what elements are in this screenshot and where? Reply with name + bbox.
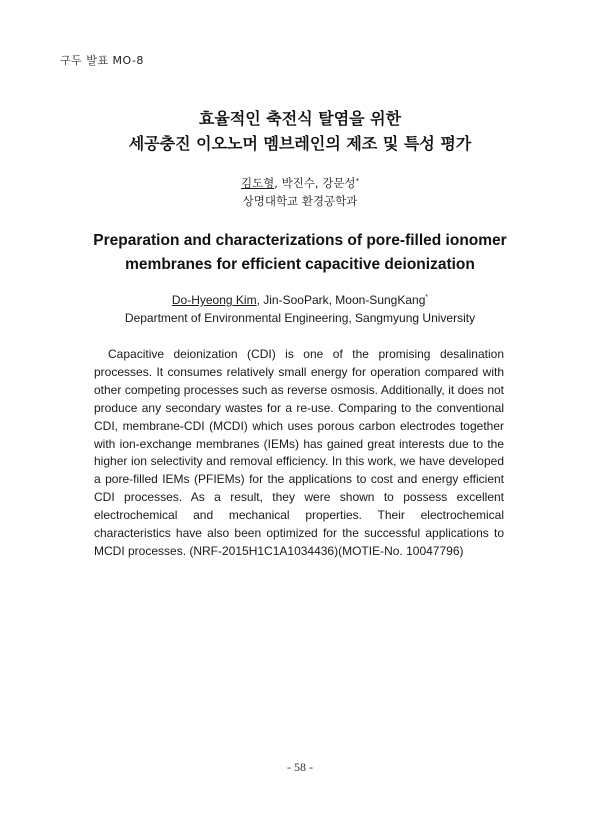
abstract-body: Capacitive deionization (CDI) is one of the promising desalination processes. It consumes relatively small energy for operation compared with other competing processes such as reverse osmosis. Additionally, it does not produce any secondary wastes for a re-use. Comparing to the conventional CDI, membrane-CDI (MCDI) which uses porous carbon electrodes together with ion-exchange membranes (IEMs) has gained great interests due to the higher ion selectivity and removal efficiency. In this work, we have developed a pore-filled IEMs (PFIEMs) for the applications to cost and energy efficient CDI processes. As a result, they were shown to possess excellent electrochemical and mechanical properties. Their electrochemical characteristics have also been optimized for the successful applications to MCDI processes. (NRF-2015H1C1A1034436)(MOTIE-No. 10047796) (94, 347, 504, 558)
english-authors (0, 291, 600, 309)
author-separator: , (256, 293, 264, 307)
page-number: - 58 - (287, 760, 313, 774)
korean-affiliation: 상명대학교 환경공학과 (242, 194, 358, 208)
english-affiliation: Department of Environmental Engineering, Sangmyung University (124, 311, 476, 325)
author-separator: , (274, 176, 282, 190)
english-corresponding-author: Moon-SungKang (335, 293, 426, 307)
author-separator: , (314, 176, 323, 190)
english-title (0, 229, 600, 277)
english-author-block (0, 291, 600, 327)
korean-corresponding-author: 강문성 (322, 176, 356, 190)
author-separator: , (328, 293, 336, 307)
english-title-line2: membranes for efficient capacitive deionization (125, 256, 475, 273)
korean-title-line2: 세공충진 이오노머 멤브레인의 제조 및 특성 평가 (128, 134, 472, 153)
korean-title-line1: 효율적인 축전식 탈염을 위한 (198, 109, 402, 128)
korean-presenting-author: 김도형 (240, 176, 275, 190)
korean-title (0, 106, 600, 156)
korean-author-block (0, 174, 600, 210)
english-presenting-author: Do-Hyeong Kim (171, 293, 257, 307)
corresponding-mark: * (425, 294, 429, 301)
english-title-line1: Preparation and characterizations of pore-filled ionomer (93, 232, 507, 249)
english-author: Jin-SooPark (263, 293, 329, 307)
korean-author: 박진수 (281, 176, 315, 190)
korean-authors (0, 174, 600, 192)
session-label: 구두 발표 MO-8 (60, 54, 144, 67)
corresponding-mark: * (355, 177, 360, 185)
